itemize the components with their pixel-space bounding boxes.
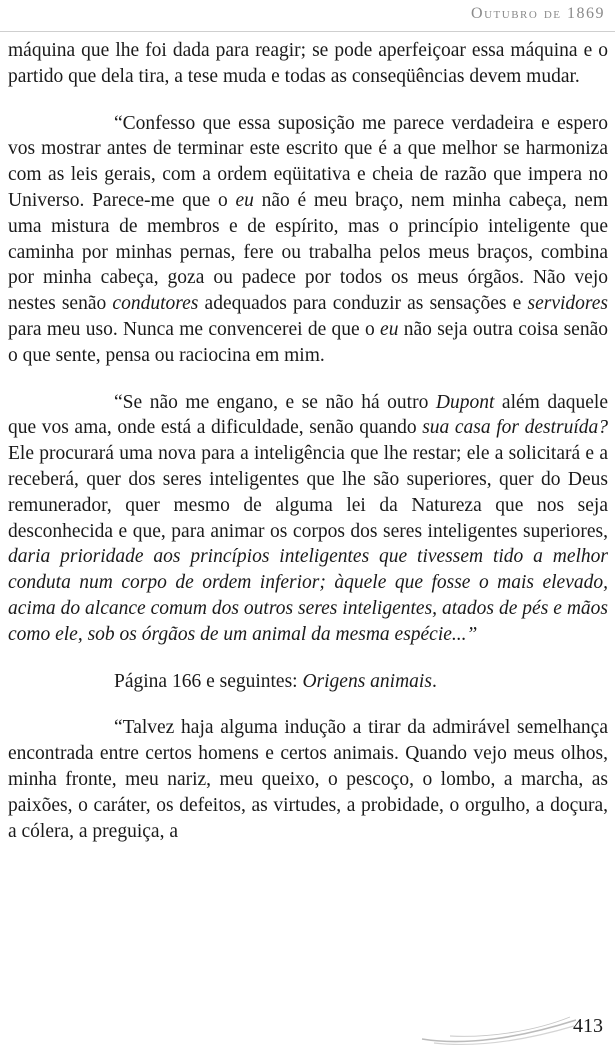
emphasis-condutores: condutores (112, 293, 199, 315)
page-body (8, 38, 608, 844)
text-run: “Se não me engano, e se não há outro (114, 391, 436, 413)
header-rule (0, 31, 615, 32)
text-run: adequados para conduzir as sensações e (198, 293, 528, 315)
page-number: 413 (573, 1015, 603, 1037)
emphasis-casa-destruida: sua casa for destruída? (422, 417, 608, 439)
paragraph-quote-dupont (8, 390, 608, 648)
text-run: não seja outra coisa senão o que sente, pensa ou raciocina em mim. (8, 318, 608, 366)
text-run: além daquele que vos ama, onde está a dificuldade, senão quando (8, 391, 608, 439)
text-run: . (431, 670, 437, 692)
paragraph-quote-confesso (8, 111, 608, 369)
text-run: Ele procurará uma nova para a inteligência que lhe restar; ele a solicitará e a receberá, quer dos seres inteligentes que lhe são superiores, quer do Deus remunerador, quer mesmo de alguma lei da Natureza que nos seja desconhecida e que, para animar os corpos dos seres inteligentes superiores, (8, 443, 608, 542)
emphasis-prioridade: daria prioridade aos princípios inteligentes que tivessem tido a melhor conduta num corpo de ordem inferior; àquele que fosse o mais elevado, acima do alcance comum dos outros seres inteligentes, atados de pés e mãos como ele, sob os órgãos de um animal da mesma espécie...” (8, 546, 608, 645)
emphasis-eu: eu (380, 318, 399, 340)
text-run: para meu uso. Nunca me convencerei de que o (8, 318, 381, 340)
paragraph-quote-talvez: “Talvez haja alguma indução a tirar da admirável semelhança encontrada entre certos homens e certos animais. Quando vejo meus olhos, minha fronte, meu nariz, meu queixo, o pescoço, o lombo, a marcha, as paixões, o caráter, os defeitos, as virtudes, a probidade, o orgulho, a doçura, a cólera, a preguiça, a (8, 717, 608, 842)
text-run: Página 166 e seguintes: (114, 670, 303, 692)
text-run: “Confesso que essa suposição me parece verdadeira e espero vos mostrar antes de terminar este escrito que é a que melhor se harmoniza com as leis gerais, com a ordem eqüitativa e cheia de razão que impera no Universo. Parece-me que o (8, 112, 608, 211)
running-header: Outubro de 1869 (471, 5, 605, 22)
paragraph-continuation: máquina que lhe foi dada para reagir; se pode aperfeiçoar essa máquina e o partido que dela tira, a tese muda e todas as conseqüências devem mudar. (8, 40, 608, 87)
emphasis-servidores: servidores (527, 293, 608, 315)
emphasis-eu: eu (235, 189, 254, 211)
text-run: não é meu braço, nem minha cabeça, nem uma mistura de membros e de espírito, mas o princípio inteligente que caminha por minhas pernas, fere ou trabalha pelos meus braços, combina por minha cabeça, goza ou padece por todos os meus órgãos. Não vejo nestes senão (8, 189, 608, 315)
swoosh-ornament-icon (420, 1012, 580, 1046)
emphasis-origens-animais: Origens animais (302, 670, 432, 692)
paragraph-page-reference (114, 669, 608, 695)
emphasis-dupont: Dupont (435, 391, 495, 413)
